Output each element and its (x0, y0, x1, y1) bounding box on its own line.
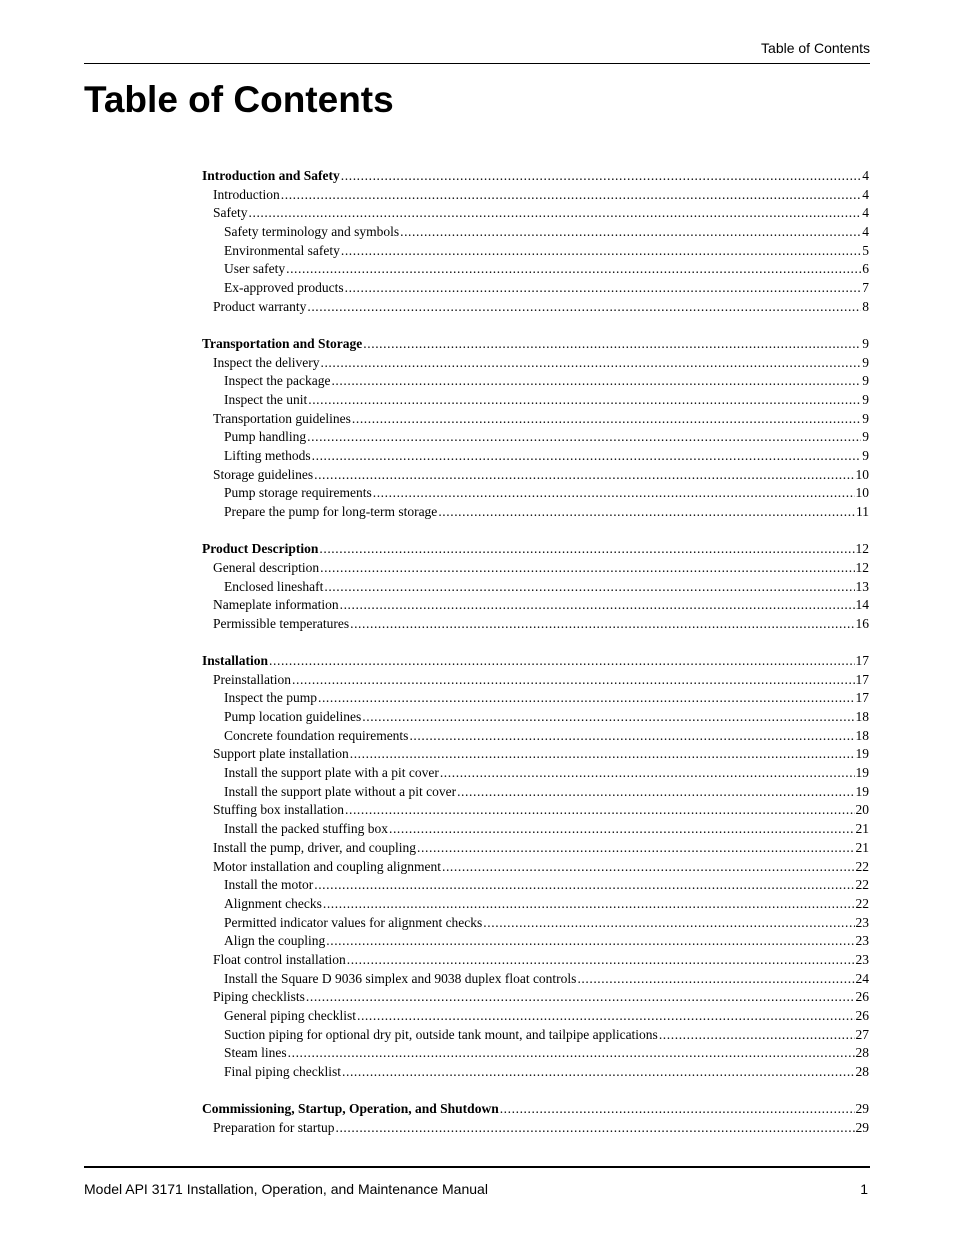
toc-entry-page: 8 (862, 298, 869, 314)
toc-entry-page: 5 (862, 242, 869, 258)
toc-entry-page: 26 (855, 989, 869, 1005)
toc-entry-page: 22 (855, 895, 869, 911)
toc-entry[interactable] (202, 615, 869, 634)
toc-dot-leader (350, 745, 855, 764)
toc-entry-title: Final piping checklist (224, 1064, 341, 1080)
toc-entry-title: Inspect the delivery (213, 354, 320, 370)
toc-dot-leader (269, 652, 854, 671)
toc-entry-page: 4 (862, 186, 869, 202)
toc-entry[interactable] (202, 335, 869, 354)
toc-entry-page: 18 (855, 727, 869, 743)
toc-dot-leader (323, 895, 855, 914)
toc-entry-page: 4 (862, 205, 869, 221)
toc-entry-title: Transportation guidelines (213, 410, 351, 426)
toc-dot-leader (483, 914, 854, 933)
toc-entry-title: Ex-approved products (224, 280, 344, 296)
toc-dot-leader (331, 372, 861, 391)
toc-entry-title: Install the support plate with a pit cover (224, 765, 439, 781)
toc-entry[interactable] (202, 391, 869, 410)
toc-entry[interactable] (202, 895, 869, 914)
toc-entry-page: 23 (855, 914, 869, 930)
toc-entry-page: 4 (862, 224, 869, 240)
footer-manual-title: Model API 3171 Installation, Operation, and Maintenance Manual (84, 1181, 488, 1197)
footer-rule (84, 1166, 870, 1168)
toc-entry-page: 19 (855, 746, 869, 762)
toc-entry-title: Motor installation and coupling alignment (213, 858, 441, 874)
toc-dot-leader (306, 988, 855, 1007)
toc-entry-page: 9 (862, 391, 869, 407)
toc-entry[interactable] (202, 279, 869, 298)
toc-entry-page: 24 (855, 970, 869, 986)
toc-entry[interactable] (202, 858, 869, 877)
toc-entry-page: 9 (862, 335, 869, 351)
toc-entry-title: Inspect the package (224, 373, 331, 389)
toc-dot-leader (286, 260, 861, 279)
toc-entry[interactable] (202, 689, 869, 708)
toc-entry-page: 6 (862, 261, 869, 277)
toc-dot-leader (341, 167, 861, 186)
toc-entry-title: Environmental safety (224, 242, 340, 258)
toc-dot-leader (314, 466, 854, 485)
toc-entry[interactable] (202, 708, 869, 727)
toc-entry[interactable] (202, 559, 869, 578)
toc-entry[interactable] (202, 988, 869, 1007)
toc-entry-title: Preparation for startup (213, 1119, 335, 1135)
toc-dot-leader (345, 279, 862, 298)
toc-entry-page: 28 (855, 1045, 869, 1061)
toc-entry-title: Install the support plate without a pit cover (224, 783, 457, 799)
toc-dot-leader (324, 578, 854, 597)
toc-entry-title: Commissioning, Startup, Operation, and Shutdown (202, 1101, 499, 1117)
toc-entry-page: 23 (855, 951, 869, 967)
toc-entry-title: Suction piping for optional dry pit, outside tank mount, and tailpipe applications (224, 1026, 658, 1042)
toc-entry-title: Safety terminology and symbols (224, 224, 400, 240)
toc-entry-page: 17 (855, 652, 869, 668)
toc-dot-leader (345, 801, 855, 820)
toc-entry[interactable] (202, 876, 869, 895)
toc-section (202, 167, 869, 317)
toc-entry-title: General piping checklist (224, 1008, 356, 1024)
toc-dot-leader (409, 727, 854, 746)
toc-entry[interactable] (202, 540, 869, 559)
toc-entry-page: 21 (855, 821, 869, 837)
toc-entry[interactable] (202, 783, 869, 802)
toc-dot-leader (440, 764, 855, 783)
toc-entry-page: 13 (855, 578, 869, 594)
toc-dot-leader (373, 484, 855, 503)
header-rule (84, 63, 870, 64)
toc-entry-title: Pump location guidelines (224, 709, 362, 725)
toc-entry-page: 21 (855, 839, 869, 855)
toc-entry-title: Inspect the pump (224, 690, 317, 706)
toc-dot-leader (320, 354, 861, 373)
toc-entry[interactable] (202, 428, 869, 447)
toc-entry[interactable] (202, 727, 869, 746)
toc-entry-page: 28 (855, 1064, 869, 1080)
toc-dot-leader (342, 1063, 855, 1082)
toc-entry-page: 9 (862, 373, 869, 389)
toc-dot-leader (363, 335, 861, 354)
toc-dot-leader (292, 671, 855, 690)
toc-entry-title: Permitted indicator values for alignment checks (224, 914, 483, 930)
toc-entry-page: 10 (855, 466, 869, 482)
toc-entry-page: 9 (862, 410, 869, 426)
toc-entry[interactable] (202, 820, 869, 839)
toc-dot-leader (312, 447, 862, 466)
running-header: Table of Contents (761, 40, 870, 56)
toc-section (202, 652, 869, 1082)
toc-entry-page: 11 (856, 504, 869, 520)
toc-entry-page: 7 (862, 280, 869, 296)
toc-entry-title: Safety (213, 205, 248, 221)
toc-dot-leader (389, 820, 855, 839)
footer-page-number: 1 (860, 1181, 868, 1197)
toc-entry-page: 27 (855, 1026, 869, 1042)
toc-entry-page: 9 (862, 448, 869, 464)
toc-dot-leader (577, 970, 854, 989)
toc-dot-leader (350, 615, 854, 634)
toc-entry-page: 17 (855, 671, 869, 687)
toc-dot-leader (326, 932, 854, 951)
toc-entry-title: Install the pump, driver, and coupling (213, 839, 417, 855)
toc-dot-leader (308, 391, 861, 410)
toc-entry[interactable] (202, 970, 869, 989)
toc-entry[interactable] (202, 167, 869, 186)
toc-dot-leader (314, 876, 854, 895)
toc-dot-leader (457, 783, 854, 802)
toc-entry-page: 22 (855, 858, 869, 874)
toc-dot-leader (659, 1026, 855, 1045)
toc-entry-title: Install the motor (224, 877, 314, 893)
toc-section (202, 335, 869, 522)
toc-entry[interactable] (202, 951, 869, 970)
toc-entry-title: Alignment checks (224, 895, 322, 911)
toc-dot-leader (417, 839, 854, 858)
toc-entry[interactable] (202, 671, 869, 690)
toc-dot-leader (307, 428, 861, 447)
toc-dot-leader (341, 242, 861, 261)
toc-entry-page: 10 (855, 485, 869, 501)
toc-dot-leader (288, 1044, 855, 1063)
toc-entry[interactable] (202, 503, 869, 522)
toc-entry-page: 14 (855, 597, 869, 613)
toc-entry-page: 9 (862, 429, 869, 445)
toc-section (202, 540, 869, 633)
toc-entry[interactable] (202, 1026, 869, 1045)
toc-entry-title: Support plate installation (213, 746, 349, 762)
toc-dot-leader (438, 503, 855, 522)
toc-entry-page: 16 (855, 615, 869, 631)
page-title: Table of Contents (84, 79, 394, 120)
toc-entry-title: Prepare the pump for long-term storage (224, 504, 438, 520)
toc-entry-title: Installation (202, 652, 269, 668)
toc-entry[interactable] (202, 354, 869, 373)
toc-entry[interactable] (202, 410, 869, 429)
toc-dot-leader (318, 689, 855, 708)
toc-entry-title: Permissible temperatures (213, 615, 350, 631)
toc-entry-title: Introduction and Safety (202, 168, 340, 183)
toc-entry-page: 29 (855, 1101, 869, 1117)
toc-entry[interactable] (202, 1063, 869, 1082)
toc-entry-title: Nameplate information (213, 597, 339, 613)
toc-entry-title: Steam lines (224, 1045, 287, 1061)
toc-entry[interactable] (202, 652, 869, 671)
toc-dot-leader (335, 1119, 854, 1138)
toc-entry-title: Introduction (213, 186, 280, 202)
toc-entry[interactable] (202, 914, 869, 933)
toc-dot-leader (320, 559, 854, 578)
toc-dot-leader (442, 858, 855, 877)
toc-dot-leader (357, 1007, 855, 1026)
toc-entry-page: 19 (855, 783, 869, 799)
toc-entry-page: 23 (855, 933, 869, 949)
toc-entry[interactable] (202, 466, 869, 485)
toc-entry[interactable] (202, 260, 869, 279)
toc-entry-page: 17 (855, 690, 869, 706)
toc (202, 167, 869, 1156)
toc-entry[interactable] (202, 839, 869, 858)
toc-entry[interactable] (202, 447, 869, 466)
toc-dot-leader (249, 204, 862, 223)
toc-dot-leader (362, 708, 854, 727)
toc-entry[interactable] (202, 764, 869, 783)
toc-dot-leader (319, 540, 854, 559)
toc-entry-title: Align the coupling (224, 933, 326, 949)
toc-entry-title: Pump storage requirements (224, 485, 372, 501)
toc-entry[interactable] (202, 1044, 869, 1063)
toc-entry[interactable] (202, 932, 869, 951)
toc-entry-title: Product Description (202, 541, 319, 557)
toc-entry-page: 19 (855, 765, 869, 781)
toc-entry-title: Install the packed stuffing box (224, 821, 388, 837)
toc-entry-title: Piping checklists (213, 989, 305, 1005)
toc-entry-page: 22 (855, 877, 869, 893)
toc-entry-page: 26 (855, 1008, 869, 1024)
toc-entry-page: 29 (855, 1119, 869, 1135)
toc-entry-title: Inspect the unit (224, 391, 308, 407)
toc-entry-title: Storage guidelines (213, 466, 314, 482)
toc-entry-title: Transportation and Storage (202, 335, 363, 351)
toc-dot-leader (281, 186, 862, 205)
toc-entry[interactable] (202, 223, 869, 242)
toc-entry-page: 12 (855, 541, 869, 557)
toc-entry-title: Enclosed lineshaft (224, 578, 324, 594)
toc-entry-page: 18 (855, 709, 869, 725)
toc-entry-page: 9 (862, 354, 869, 370)
toc-entry-page: 20 (855, 802, 869, 818)
toc-entry[interactable] (202, 745, 869, 764)
toc-entry-title: User safety (224, 261, 286, 277)
toc-entry-title: Preinstallation (213, 671, 291, 687)
toc-dot-leader (352, 410, 861, 429)
toc-entry[interactable] (202, 484, 869, 503)
toc-entry[interactable] (202, 204, 869, 223)
toc-entry[interactable] (202, 1119, 869, 1138)
toc-entry-title: Install the Square D 9036 simplex and 9038 duplex float controls (224, 970, 577, 986)
toc-entry-title: Float control installation (213, 951, 346, 967)
toc-entry[interactable] (202, 242, 869, 261)
toc-entry[interactable] (202, 596, 869, 615)
toc-dot-leader (347, 951, 855, 970)
toc-entry-title: Concrete foundation requirements (224, 727, 409, 743)
toc-entry-title: General description (213, 559, 320, 575)
toc-dot-leader (500, 1100, 855, 1119)
toc-dot-leader (400, 223, 861, 242)
toc-entry-title: Product warranty (213, 298, 307, 314)
toc-entry-title: Lifting methods (224, 448, 311, 464)
toc-entry[interactable] (202, 372, 869, 391)
toc-entry[interactable] (202, 298, 869, 317)
toc-dot-leader (340, 596, 855, 615)
toc-entry[interactable] (202, 1007, 869, 1026)
toc-entry-page: 4 (862, 168, 869, 183)
toc-entry-title: Stuffing box installation (213, 802, 344, 818)
toc-section (202, 1100, 869, 1137)
toc-entry[interactable] (202, 578, 869, 597)
toc-dot-leader (307, 298, 861, 317)
toc-entry[interactable] (202, 801, 869, 820)
toc-entry-page: 12 (855, 559, 869, 575)
toc-entry-title: Pump handling (224, 429, 307, 445)
toc-entry[interactable] (202, 186, 869, 205)
toc-entry[interactable] (202, 1100, 869, 1119)
